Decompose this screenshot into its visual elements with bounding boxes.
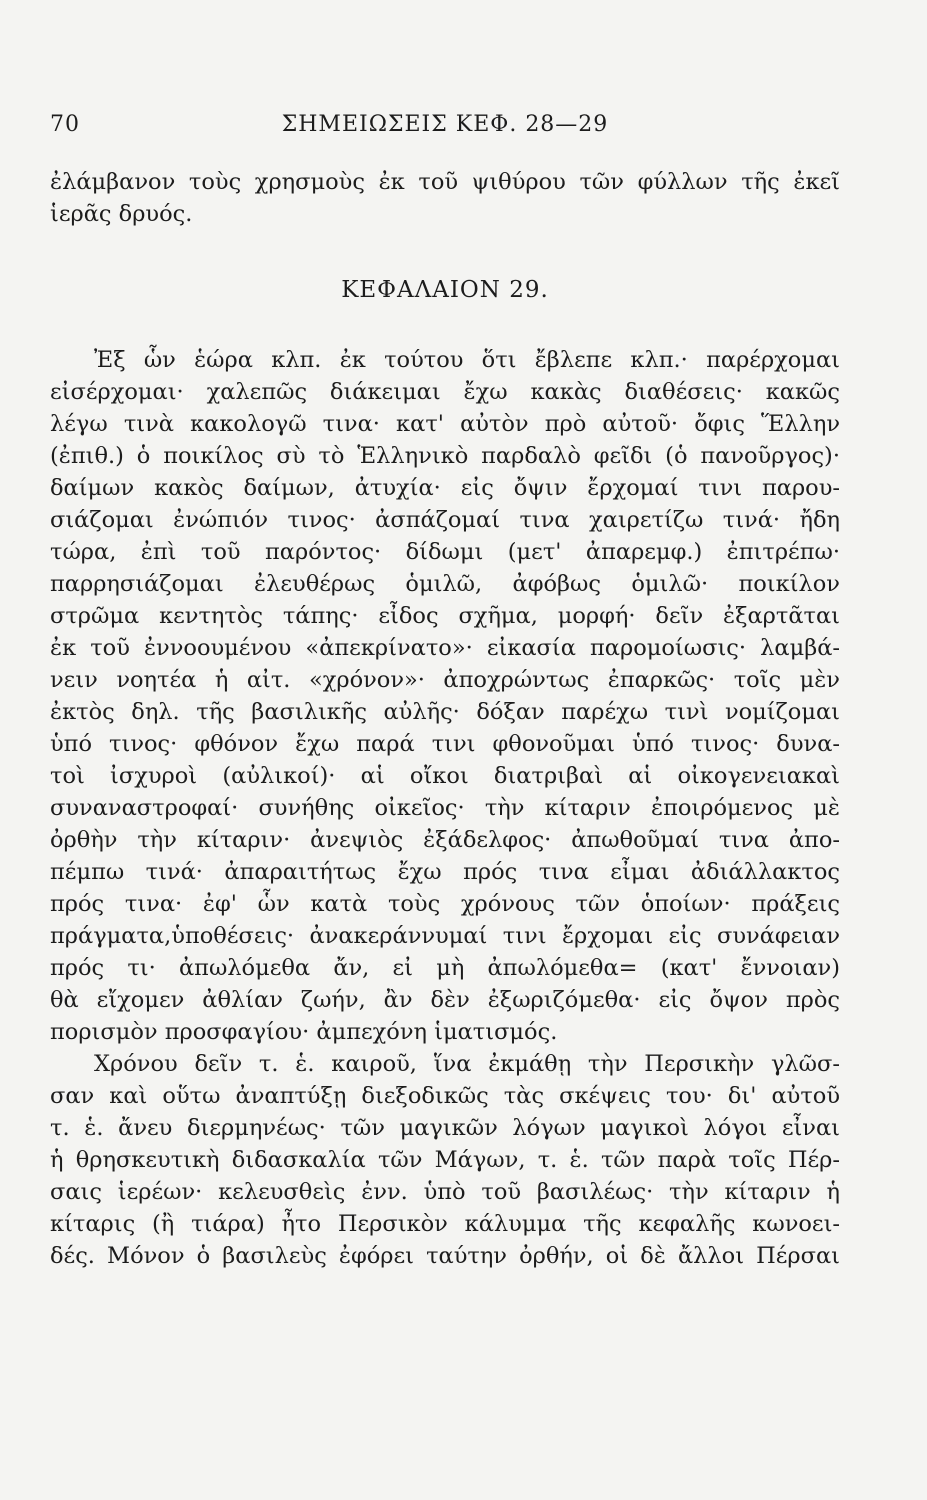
text-line: νειν νοητέα ἡ αἰτ. «χρόνον»· ἀποχρώντως ἐπαρκῶς· τοῖς μὲν — [50, 667, 840, 693]
running-head: ΣΗΜΕΙΩΣΕΙΣ ΚΕΦ. 28—29 — [281, 112, 609, 137]
text-line: τοὶ ἰσχυροὶ (αὐλικοί)· αἱ οἴκοι διατριβαὶ αἱ οἰκογενειακαὶ — [50, 763, 840, 789]
text-line: ἐλάμβανον τοὺς χρησμοὺς ἐκ τοῦ ψιθύρου τῶν φύλλων τῆς ἐκεῖ — [50, 169, 840, 195]
text-line: στρῶμα κεντητὸς τάπης· εἶδος σχῆμα, μορφή· δεῖν ἐξαρτᾶται — [50, 603, 840, 629]
text-line: θὰ εἴχομεν ἀθλίαν ζωήν, ἂν δὲν ἐξωριζόμεθα· εἰς ὄψον πρὸς — [50, 987, 840, 1013]
text-line: σαις ἱερέων· κελευσθεὶς ἐνν. ὑπὸ τοῦ βασιλέως· τὴν κίταριν ἡ — [50, 1179, 840, 1205]
text-line: λέγω τινὰ κακολογῶ τινα· κατ' αὐτὸν πρὸ αὐτοῦ· ὄφις Ἕλλην — [50, 411, 840, 437]
text-line: Χρόνου δεῖν τ. ἑ. καιροῦ, ἵνα ἐκμάθῃ τὴν Περσικὴν γλῶσ- — [94, 1051, 840, 1077]
text-line: ἱερᾶς δρυός. — [50, 201, 193, 227]
text-line: συναναστροφαί· συνήθης οἰκεῖος· τὴν κίταριν ἐποιρόμενος μὲ — [50, 795, 840, 821]
text-line: ἡ θρησκευτικὴ διδασκαλία τῶν Μάγων, τ. ἑ. τῶν παρὰ τοῖς Πέρ- — [50, 1147, 840, 1173]
text-line: Ἐξ ὧν ἑώρα κλπ. ἐκ τούτου ὅτι ἔβλεπε κλπ.· παρέρχομαι — [94, 347, 840, 373]
text-line: σιάζομαι ἐνώπιόν τινος· ἀσπάζομαί τινα χαιρετίζω τινά· ἤδη — [50, 507, 840, 533]
text-line: παρρησιάζομαι ἐλευθέρως ὁμιλῶ, ἀφόβως ὁμιλῶ· ποικίλον — [50, 571, 840, 597]
text-line: δές. Μόνον ὁ βασιλεὺς ἐφόρει ταύτην ὀρθήν, οἱ δὲ ἄλλοι Πέρσαι — [50, 1243, 840, 1269]
text-line: πρός τι· ἀπωλόμεθα ἄν, εἰ μὴ ἀπωλόμεθα= (κατ' ἔννοιαν) — [50, 955, 840, 981]
text-line: πορισμὸν προσφαγίου· ἀμπεχόνη ἱματισμός. — [50, 1019, 558, 1045]
page-body — [50, 166, 840, 1272]
text-line: κίταρις (ἢ τιάρα) ἦτο Περσικὸν κάλυμμα τῆς κεφαλῆς κωνοει- — [50, 1211, 840, 1237]
text-line: σαν καὶ οὕτω ἀναπτύξῃ διεξοδικῶς τὰς σκέψεις του· δι' αὐτοῦ — [50, 1083, 840, 1109]
text-line: τ. ἑ. ἄνευ διερμηνέως· τῶν μαγικῶν λόγων μαγικοὶ λόγοι εἶναι — [50, 1115, 840, 1141]
text-line: ὀρθὴν τὴν κίταριν· ἀνεψιὸς ἐξάδελφος· ἀπωθοῦμαί τινα ἀπο- — [50, 827, 840, 853]
notes-paragraph-2 — [50, 1048, 840, 1272]
text-line: πέμπω τινά· ἀπαραιτήτως ἔχω πρός τινα εἶμαι ἀδιάλλακτος — [50, 859, 840, 885]
page-header — [50, 112, 840, 152]
text-line: δαίμων κακὸς δαίμων, ἀτυχία· εἰς ὄψιν ἔρχομαί τινι παρου- — [50, 475, 840, 501]
page-number: 70 — [50, 112, 80, 137]
chapter-title: ΚΕΦΑΛΑΙΟΝ 29. — [341, 277, 549, 303]
notes-paragraph-1 — [50, 344, 840, 1048]
text-line: πράγματα,ὑποθέσεις· ἀνακεράννυμαί τινι ἔρχομαι εἰς συνάφειαν — [50, 923, 840, 949]
intro-paragraph — [50, 166, 840, 230]
text-line: ἐκτὸς δηλ. τῆς βασιλικῆς αὐλῆς· δόξαν παρέχω τινὶ νομίζομαι — [50, 699, 840, 725]
text-line: εἰσέρχομαι· χαλεπῶς διάκειμαι ἔχω κακὰς διαθέσεις· κακῶς — [50, 379, 840, 405]
text-line: τώρα, ἐπὶ τοῦ παρόντος· δίδωμι (μετ' ἀπαρεμφ.) ἐπιτρέπω· — [50, 539, 840, 565]
text-line: ὑπό τινος· φθόνον ἔχω παρά τινι φθονοῦμαι ὑπό τινος· δυνα- — [50, 731, 840, 757]
text-line: ἐκ τοῦ ἐννοουμένου «ἀπεκρίνατο»· εἰκασία παρομοίωσις· λαμβά- — [50, 635, 840, 661]
text-line: πρός τινα· ἐφ' ὧν κατὰ τοὺς χρόνους τῶν ὁποίων· πράξεις — [50, 891, 840, 917]
text-line: (ἐπιθ.) ὁ ποικίλος σὺ τὸ Ἑλληνικὸ παρδαλὸ φεῖδι (ὁ πανοῦργος)· — [50, 443, 840, 469]
